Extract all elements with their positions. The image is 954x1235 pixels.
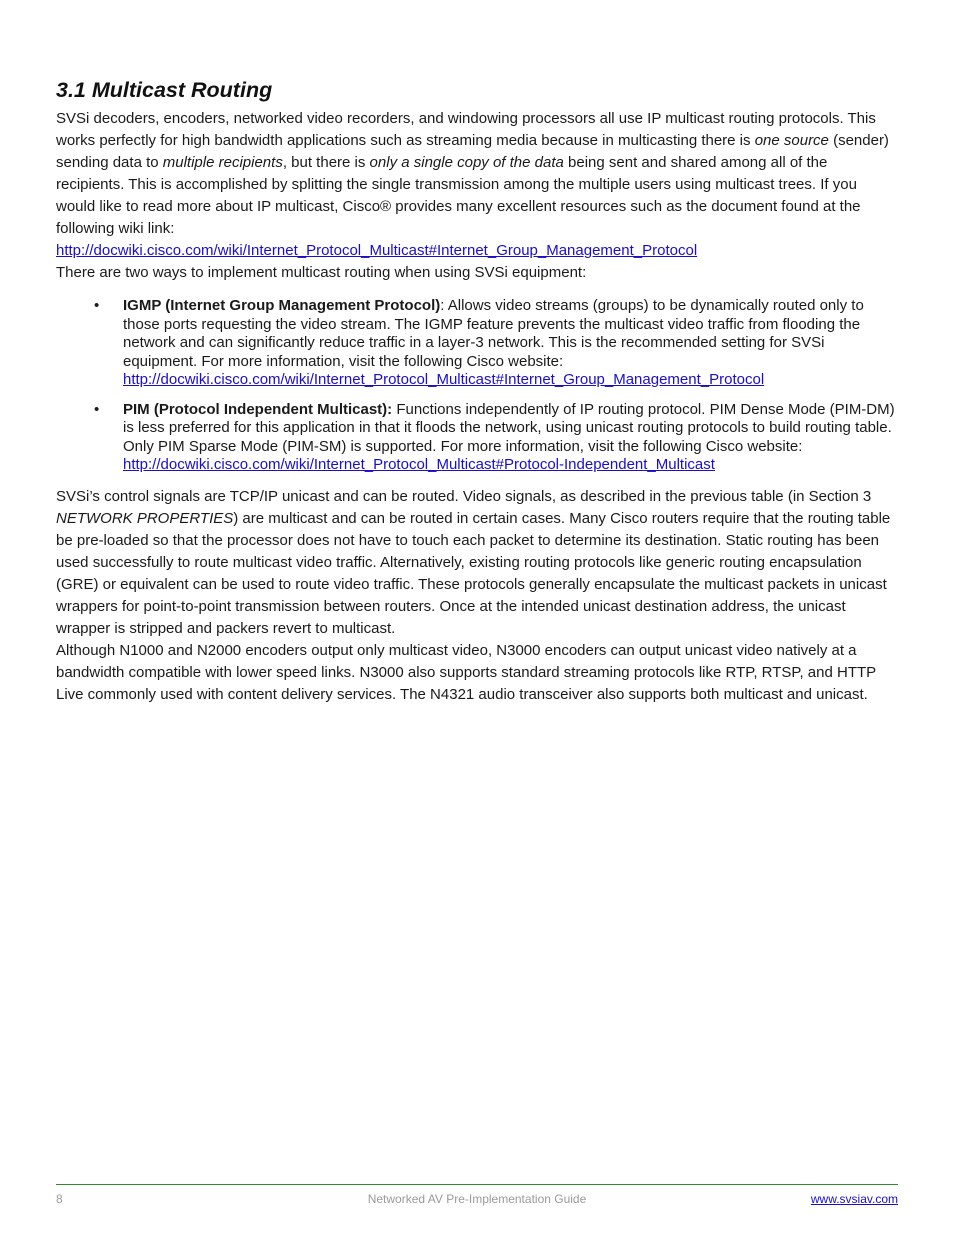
list-item-igmp (56, 297, 898, 390)
intro-text-3: , but there is (282, 154, 370, 171)
footer-website-link[interactable]: www.svsiav.com (810, 1192, 898, 1206)
intro-emphasis-1: one source (754, 132, 829, 149)
control-text-2: ) are multicast and can be routed in certain cases. Many Cisco routers require that the routing table be pre-loaded so that the processor does not have to touch each packet to determine its destination. Static routing has been used successfully to route multicast video traffic. Alternatively, existing routing protocols like generic routing encapsulation (GRE) or equivalent can be used to route video traffic. These protocols generally encapsulate the multicast packets in unicast wrappers for point-to-point transmission between routers. Once at the intended unicast destination address, the unicast wrapper is stripped and packers revert to multicast. (56, 509, 891, 637)
intro-text-2: (sender) sending data to (56, 132, 889, 171)
bullet-igmp-title: IGMP (Internet Group Management Protocol) (123, 297, 441, 314)
bullet-pim-link[interactable]: http://docwiki.cisco.com/wiki/Internet_Protocol_Multicast#Protocol-Independent_Multicast (123, 456, 715, 473)
encoders-paragraph: Although N1000 and N2000 encoders output only multicast video, N3000 encoders can output unicast video natively at a bandwidth compatible with lower speed links. N3000 also supports standard streaming protocols like RTP, RTSP, and HTTP Live commonly used with content delivery services. The N4321 audio transceiver also supports both multicast and unicast. (56, 641, 876, 703)
intro-text-4: being sent and shared among all of the recipients. This is accomplished by splitting the single transmission among the multiple users using multicast trees. If you would like to read more about IP multicast, Cisco® provides many excellent resources such as the document found at the following wiki link: (56, 154, 861, 237)
control-text-1: SVSi’s control signals are TCP/IP unicast and can be routed. Video signals, as described in the previous table (in Section 3 (56, 487, 872, 505)
bullet-igmp-text: : Allows video streams (groups) to be dynamically routed only to those ports requesting the video stream. The IGMP feature prevents the multicast video traffic from flooding the network and can significantly reduce traffic in a layer-3 network. This is the recommended setting for SVSi equipment. For more information, visit the following Cisco website: (123, 297, 864, 370)
page-number: 8 (56, 1192, 63, 1206)
page-footer (56, 1184, 898, 1215)
bullet-icon: • (94, 400, 100, 418)
list-item-pim (56, 401, 898, 475)
control-emphasis: NETWORK PROPERTIES (56, 509, 234, 527)
section-heading: 3.1 Multicast Routing (56, 78, 273, 102)
protocol-bullet-list (56, 297, 898, 475)
intro-emphasis-2: multiple recipients (162, 154, 283, 171)
bullet-igmp-link[interactable]: http://docwiki.cisco.com/wiki/Internet_Protocol_Multicast#Internet_Group_Management_Protocol (123, 371, 765, 388)
document-page (56, 76, 898, 706)
control-signals-paragraph (56, 486, 898, 640)
igmp-wiki-link[interactable]: http://docwiki.cisco.com/wiki/Internet_Protocol_Multicast#Internet_Group_Management_Protocol (56, 242, 698, 259)
bullet-pim-title: PIM (Protocol Independent Multicast): (123, 400, 393, 418)
bullet-icon: • (94, 297, 100, 314)
intro-paragraph (56, 108, 898, 262)
bullet-pim-text: Functions independently of IP routing protocol. PIM Dense Mode (PIM-DM) is less preferred for this application in that it floods the network, using unicast routing protocols to build routing table. Only PIM Sparse Mode (PIM-SM) is supported. For more information, visit the following Cisco website: (123, 400, 895, 455)
intro-emphasis-3: only a single copy of the data (369, 154, 564, 171)
intro-text-1: SVSi decoders, encoders, networked video recorders, and windowing processors all use IP multicast routing protocols. This works perfectly for high bandwidth applications such as streaming media because in multicasting there is (56, 110, 876, 149)
footer-doc-title: Networked AV Pre-Implementation Guide (367, 1192, 587, 1206)
ways-intro-paragraph: There are two ways to implement multicast routing when using SVSi equipment: (56, 264, 587, 281)
